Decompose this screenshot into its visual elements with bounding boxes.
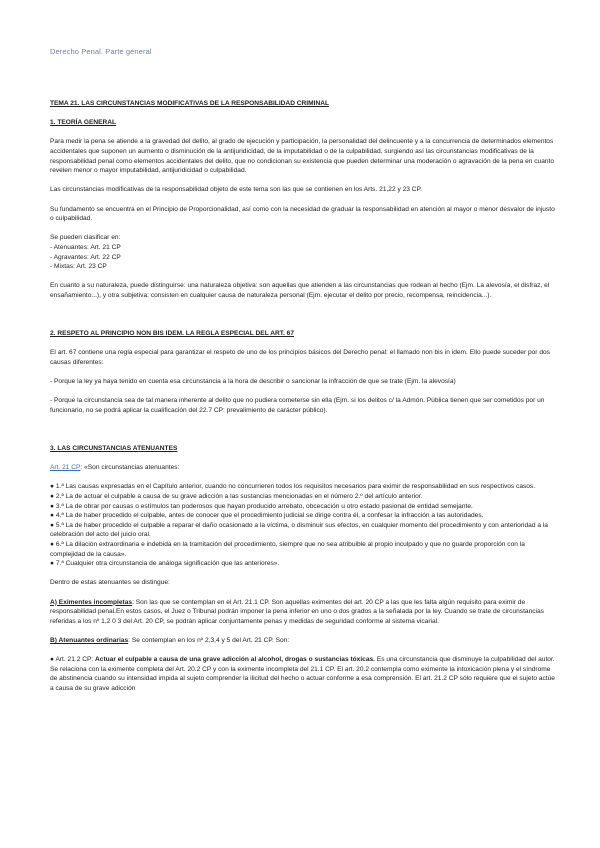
classification-intro: Se pueden clasificar en: xyxy=(50,234,121,242)
list-item: ● 3.ª La de obrar por causas o estímulos tan poderosos que hayan producido arrebato, obcecación u otro estado pasional de entidad semejante. xyxy=(50,502,473,510)
article-21-intro xyxy=(50,463,555,473)
art-21-2-prefix: ● Art. 21.2 CP: xyxy=(50,656,96,664)
atenuantes-ordinarias-label: B) Atenuantes ordinarias xyxy=(50,636,129,644)
page-title: TEMA 21. LAS CIRCUNSTANCIAS MODIFICATIVAS DE LA RESPONSABILIDAD CRIMINAL xyxy=(50,100,330,107)
list-item: ● 1.ª Las causas expresadas en el Capítulo anterior, cuando no concurrieren todos los requisitos necesarios para eximir de responsabilidad en sus respectivos casos. xyxy=(50,483,536,491)
running-header: Derecho Penal. Parte general xyxy=(50,47,152,56)
classification-item: - Agravantes: Art. 22 CP xyxy=(50,253,121,261)
section-1-paragraph-4: En cuanto a su naturaleza, puede distinguirse: una naturaleza objetiva: son aquellas que atienden a las circunstancias que rodean al hecho (Ejm. La alevosía, el disfraz, el ensañamiento...), y otra subjetiva: consisten en cualquier causa de naturaleza personal (Ejm. ejecutar el delito por precio, recompensa, reincidencia...). xyxy=(50,282,550,299)
document-body xyxy=(50,99,555,703)
eximentes-incompletas-text: : Son las que se contemplan en el Art. 21.1 CP. Son aquellas eximentes del art. 20 CP a las que les falta algún requisito para eximir de responsabilidad penal.En estos casos, el Juez o Tribunal podrán imponer la pena inferior en uno o dos grados a la señalada por la ley. Cuando se trate de circunstancias referidas a los nº 1,2 0 3 del Art. 20 CP, se podrán aplicar conjuntamente penas y medidas de seguridad conforme al sistema vicarial. xyxy=(50,598,544,625)
atenuantes-ordinarias-text: : Se contemplan en los nº 2,3,4 y 5 del Art. 21 CP. Son: xyxy=(128,636,290,644)
art-21-2-text: Es una circunstancia que disminuye la culpabilidad del autor. Se relaciona con la eximente completa del Art. 20.2 CP y con la eximente incompleta del 21.1 CP. El art. 20.2 contempla como eximente la intoxicación plena y el síndrome de abstinencia cuando su intensidad impida al sujeto comprender la ilicitud del hecho o actuar conforme a esa comprensión. El art. 21.2 CP sólo requiere que el sujeto actúe a causa de su grave adicción xyxy=(50,656,555,692)
section-1-paragraph-1: Para medir la pena se atiende a la gravedad del delito, al grado de ejecución y participación, la personalidad del delincuente y a la concurrencia de determinados elementos accidentales que suponen un aumento o disminución de la antijuridicidad, de la imputabilidad o de la culpabilidad, surgiendo así las circunstancias modificativas de la responsabilidad penal como elementos accidentales del delito, que no condicionan su existencia que pueden determinar una moderación o agravación de la pena en cuanto revelen menor o mayor imputabilidad, antijuridicidad o culpabilidad. xyxy=(50,138,555,175)
section-2-paragraph-3: - Porque la circunstancia sea de tal manera inherente al delito que no pudiera cometerse sin ella (Ejm. si los delitos c/ la Admón. Pública tienen que ser cometidos por un funcionario, no se podrá aplicar la cualificación del 22.7 CP: prevalimiento de carácter público). xyxy=(50,397,545,414)
distinguish-intro: Dentro de estas atenuantes se distingue: xyxy=(50,579,170,587)
article-21-link[interactable]: Art. 21 CP xyxy=(50,464,81,472)
section-2-paragraph-1: El art. 67 contiene una regla especial para garantizar el respeto de uno de los principios básicos del Derecho penal: el llamado non bis in idem. Ello puede suceder por dos causas diferentes: xyxy=(50,349,550,366)
section-1-paragraph-3: Su fundamento se encuentra en el Principio de Proporcionalidad, así como con la necesidad de graduar la responsabilidad en atención al mayor o menor desvalor de injusto o culpabilidad. xyxy=(50,205,555,223)
section-2-paragraph-2: - Porque la ley ya haya tenido en cuenta esa circunstancia a la hora de describir o sancionar la infracción de que se trate (Ejm. la alevosía) xyxy=(50,378,456,386)
spacer xyxy=(50,425,555,444)
article-21-quote: : «Son circunstancias atenuantes: xyxy=(80,464,180,472)
section-1-heading: 1. TEORÍA GENERAL xyxy=(50,119,117,127)
section-3-heading: 3. LAS CIRCUNSTANCIAS ATENUANTES xyxy=(50,445,178,452)
eximentes-incompletas-paragraph xyxy=(50,598,555,627)
classification-item: - Atenuantes: Art. 21 CP xyxy=(50,243,121,251)
atenuantes-list xyxy=(50,482,555,568)
section-1-paragraph-2: Las circunstancias modificativas de la responsabilidad objeto de este tema son las que se contienen en los Arts. 21,22 y 23 CP. xyxy=(50,186,422,194)
art-21-2-bold: Actuar el culpable a causa de una grave adicción al alcohol, drogas o sustancias tóxicas. xyxy=(95,656,376,664)
section-2-heading: 2. RESPETO AL PRINCIPIO NON BIS IDEM. LA REGLA ESPECIAL DEL ART. 67 xyxy=(50,330,295,338)
list-item: ● 5.ª La de haber procedido el culpable a reparar el daño ocasionado a la víctima, o disminuir sus efectos, en cualquier momento del procedimiento y con anterioridad a la celebración del acto del juicio oral. xyxy=(50,521,548,539)
classification-list xyxy=(50,233,555,271)
classification-item: - Mixtas: Art. 23 CP xyxy=(50,263,107,271)
list-item: ● 2.ª La de actuar el culpable a causa de su grave adicción a las sustancias mencionadas en el número 2.º del artículo anterior. xyxy=(50,492,423,500)
list-item: ● 6.ª La dilación extraordinaria e indebida en la tramitación del procedimiento, siempre que no sea atribuible al propio inculpado y que no guarde proporción con la complejidad de la causa». xyxy=(50,540,525,558)
eximentes-incompletas-label: A) Eximentes incompletas xyxy=(50,598,133,606)
list-item: ● 7.ª Cualquier otra circunstancia de análoga significación que las anteriores». xyxy=(50,560,280,568)
atenuantes-ordinarias-paragraph xyxy=(50,636,555,646)
art-21-2-paragraph xyxy=(50,655,555,693)
list-item: ● 4.ª La de haber procedido el culpable, antes de conocer que el procedimiento judicial se dirige contra él, a confesar la infracción a las autoridades. xyxy=(50,512,484,520)
spacer xyxy=(50,310,555,329)
